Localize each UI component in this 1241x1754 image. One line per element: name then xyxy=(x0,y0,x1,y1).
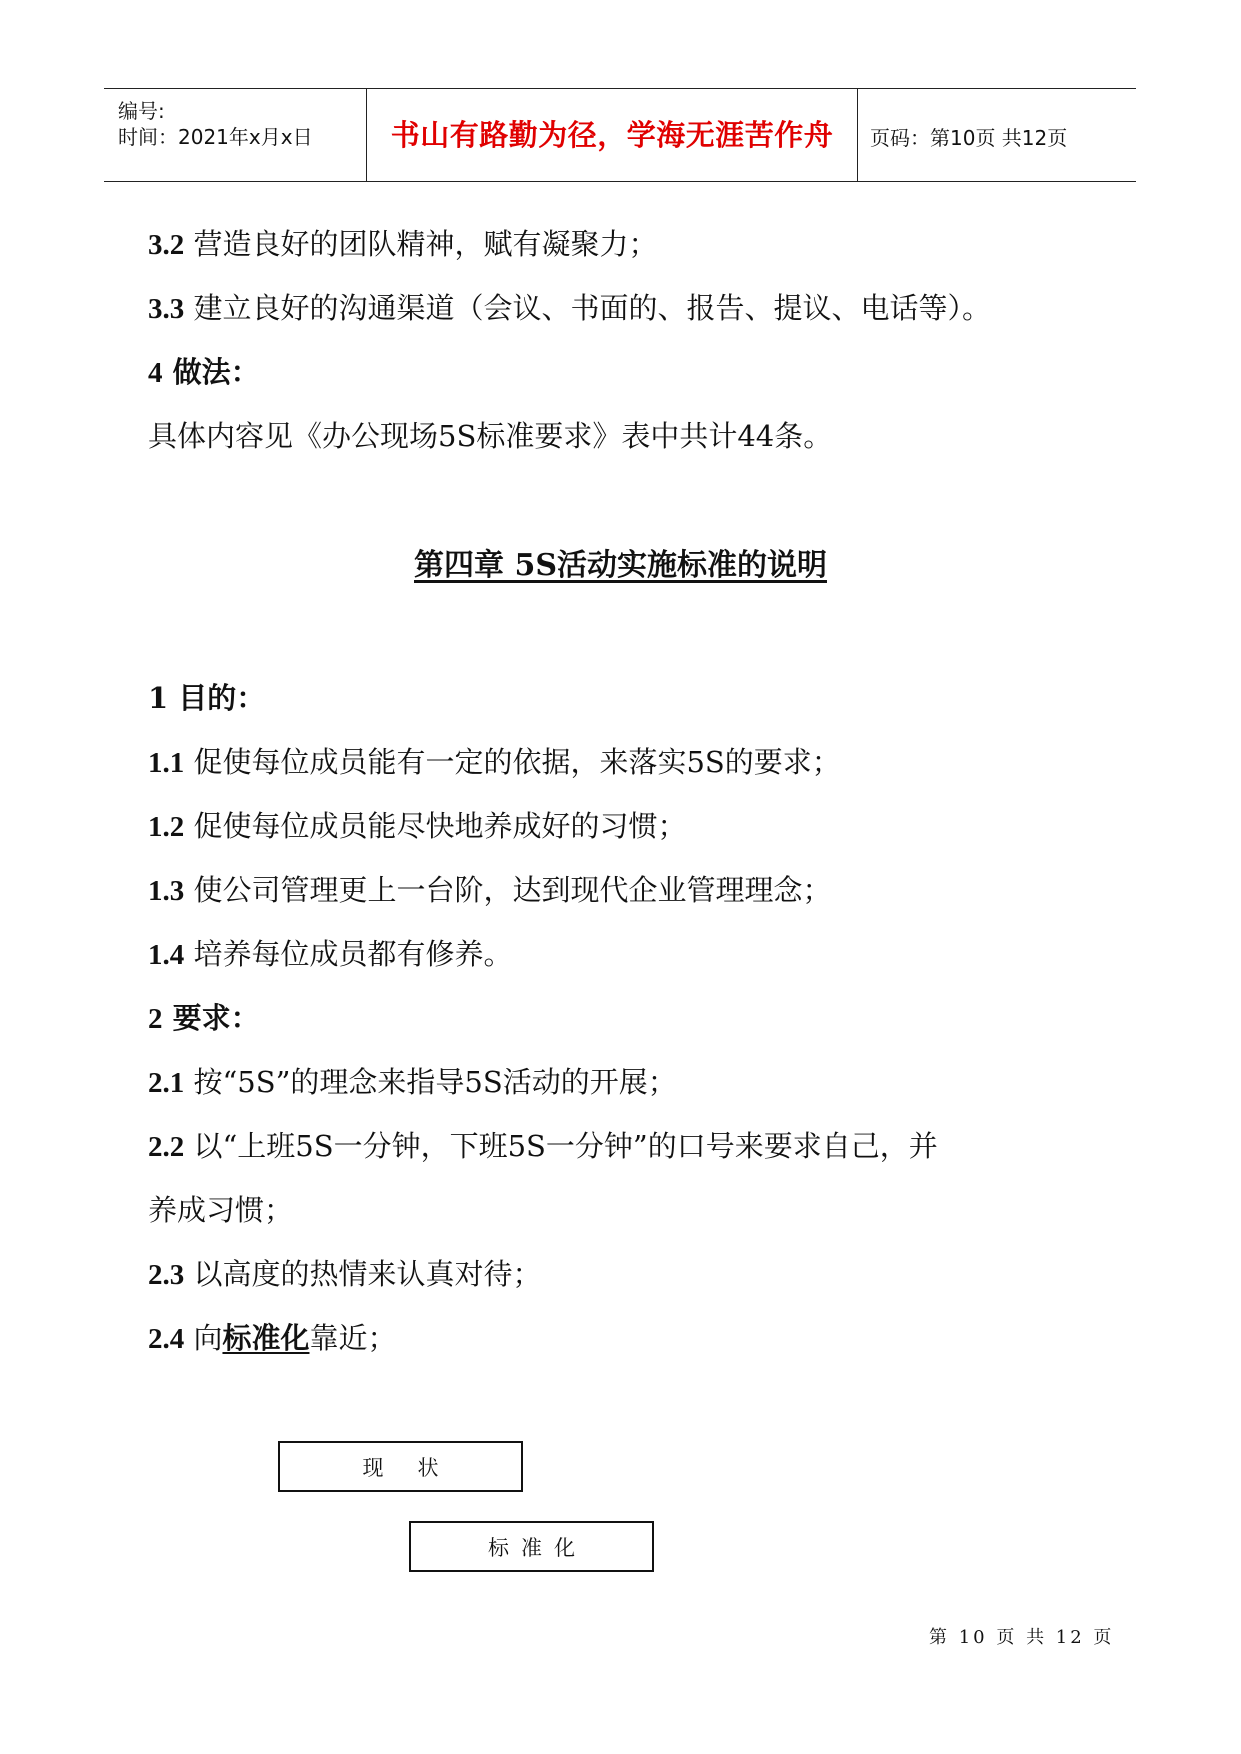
heading-text: 要求： xyxy=(162,1001,260,1035)
item-text-emphasis: 标准化 xyxy=(222,1321,310,1355)
item-number: 1.1 xyxy=(148,747,185,779)
item-text: 按“5S”的理念来指导5S活动的开展； xyxy=(184,1065,677,1099)
item-1-4 xyxy=(148,934,512,975)
standardization-box: 标准化 xyxy=(409,1521,654,1572)
item-number: 2.2 xyxy=(148,1131,185,1163)
header-motto-cell xyxy=(367,89,858,181)
item-number: 3.2 xyxy=(148,229,185,261)
page-footer: 第 10 页 共 12 页 xyxy=(929,1627,1115,1648)
item-number: 2.4 xyxy=(148,1323,185,1355)
item-2-3 xyxy=(148,1254,541,1295)
header-page-cell xyxy=(858,89,1136,181)
item-3-2 xyxy=(148,224,657,265)
document-header xyxy=(104,88,1136,182)
chapter-title xyxy=(0,546,1241,586)
item-number: 2.3 xyxy=(148,1259,185,1291)
document-code-label: 编号: xyxy=(118,99,165,123)
item-text: 促使每位成员能有一定的依据，来落实5S的要求； xyxy=(184,745,841,779)
item-text: 使公司管理更上一台阶，达到现代企业管理理念； xyxy=(184,873,832,907)
item-text: 建立良好的沟通渠道（会议、书面的、报告、提议、电话等）。 xyxy=(184,291,991,325)
requirements-heading xyxy=(148,998,260,1039)
heading-number: 2 xyxy=(148,1003,163,1035)
header-motto: 书山有路勤为径，学海无涯苦作舟 xyxy=(390,118,834,152)
item-text: 以“上班5S一分钟，下班5S一分钟”的口号来要求自己，并 xyxy=(184,1129,938,1163)
item-number: 1.3 xyxy=(148,875,185,907)
item-1-2 xyxy=(148,806,686,847)
item-1-3 xyxy=(148,870,831,911)
item-text: 促使每位成员能尽快地养成好的习惯； xyxy=(184,809,687,843)
item-number: 2.1 xyxy=(148,1067,185,1099)
item-2-2-continuation: 养成习惯； xyxy=(148,1193,294,1227)
item-number: 3.3 xyxy=(148,293,185,325)
item-3-3 xyxy=(148,288,991,329)
chapter-title-text: 第四章 5S活动实施标准的说明 xyxy=(414,548,827,583)
item-text: 以高度的热情来认真对待； xyxy=(184,1257,542,1291)
purpose-heading: 1 目的： xyxy=(148,681,266,715)
item-2-2 xyxy=(148,1126,938,1167)
heading-text: 做法： xyxy=(162,355,260,389)
item-number: 1.4 xyxy=(148,939,185,971)
item-text-suffix: 靠近； xyxy=(309,1321,397,1355)
item-1-1 xyxy=(148,742,841,783)
heading-number: 4 xyxy=(148,357,163,389)
section-4-heading xyxy=(148,352,260,393)
item-text-prefix: 向 xyxy=(184,1321,223,1355)
section-4-content: 具体内容见《办公现场5S标准要求》表中共计44条。 xyxy=(148,419,833,453)
document-time-label: 时间：2021年x月x日 xyxy=(118,125,313,149)
current-state-box: 现状 xyxy=(278,1441,523,1492)
header-page-info: 页码：第10页 共12页 xyxy=(870,126,1068,150)
item-text: 营造良好的团队精神，赋有凝聚力； xyxy=(184,227,658,261)
item-number: 1.2 xyxy=(148,811,185,843)
item-text: 培养每位成员都有修养。 xyxy=(184,937,513,971)
item-2-4 xyxy=(148,1318,397,1359)
header-meta-cell xyxy=(104,89,367,181)
item-2-1 xyxy=(148,1062,677,1103)
